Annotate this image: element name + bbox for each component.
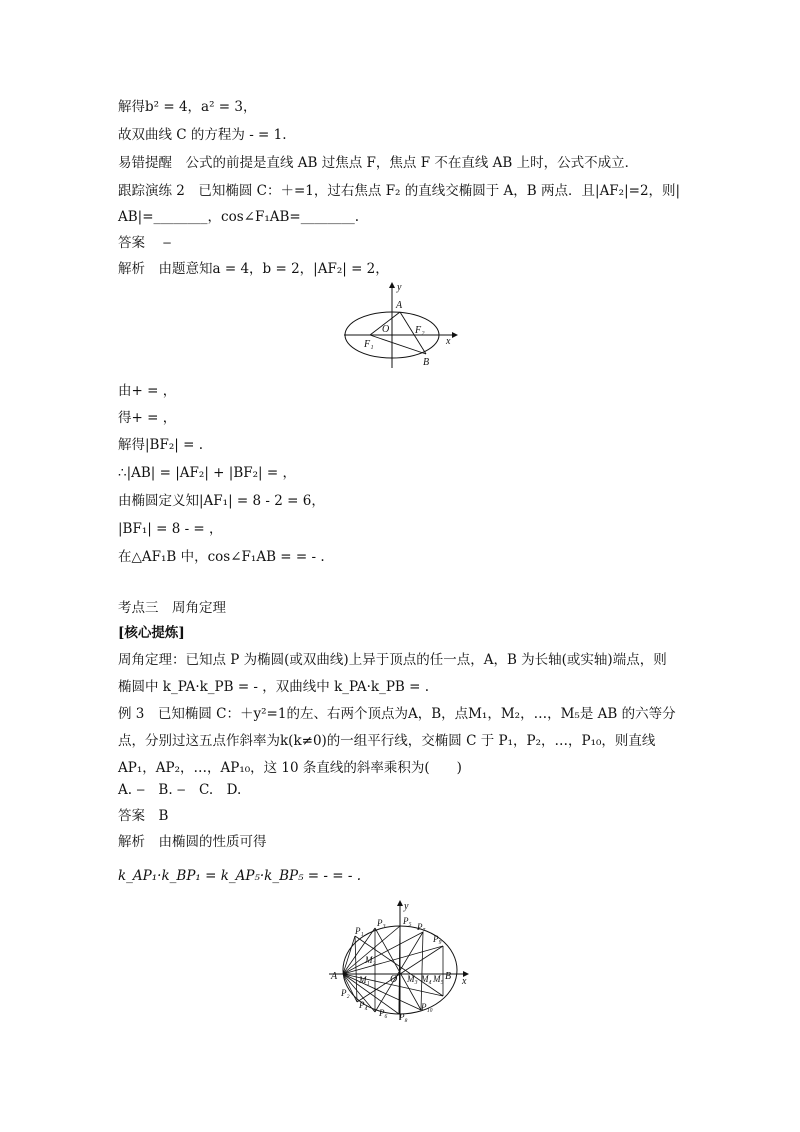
theorem-statement-cont: 椭圆中 k_PA·k_PB = - ，双曲线中 k_PA·k_PB = . xyxy=(118,679,430,695)
point-m1-label: M₁ xyxy=(359,975,370,985)
point-m5-label: M₅ xyxy=(433,974,444,984)
ellipse-focus-figure xyxy=(340,280,465,370)
axis-y-label: y xyxy=(397,282,402,293)
point-p3-label: P₃ xyxy=(377,918,386,928)
axis-x-label: x xyxy=(446,336,451,347)
point-a-label: A xyxy=(331,971,338,982)
text-line: 故双曲线 C 的方程为 - = 1. xyxy=(118,127,287,143)
analysis-line: 解析 由题意知a = 4，b = 2，|AF₂| = 2， xyxy=(118,261,389,277)
text-line: 得+ = ， xyxy=(118,410,177,426)
point-p5-label: P₅ xyxy=(403,916,412,926)
point-b-label: B xyxy=(445,971,452,982)
example-question-cont: AP₁，AP₂，…，AP₁₀，这 10 条直线的斜率乘积为( ) xyxy=(118,760,462,776)
text-line: 由+ = ， xyxy=(118,383,177,399)
point-m2-label: M₂ xyxy=(365,955,376,965)
point-p4-label: P₄ xyxy=(359,1000,368,1010)
point-p8-label: P₈ xyxy=(399,1012,408,1022)
example-question-cont: 点，分别过这五点作斜率为k(k≠0)的一组平行线，交椭圆 C 于 P₁，P₂，…，P₁₀，则直线 xyxy=(118,733,656,749)
origin-label: O xyxy=(382,324,390,335)
text-line: 解得|BF₂| = . xyxy=(118,437,203,453)
text-line: 解得b² = 4，a² = 3， xyxy=(118,99,257,115)
text-line: 由椭圆定义知|AF₁| = 8 - 2 = 6， xyxy=(118,493,325,509)
focus-f1-label: F₁ xyxy=(364,339,374,350)
point-b-label: B xyxy=(423,357,430,368)
text-line: |BF₁| = 8 - = ， xyxy=(118,521,223,537)
section-heading: 考点三 周角定理 xyxy=(118,600,226,616)
text-line: 在△AF₁B 中，cos∠F₁AB = = - . xyxy=(118,549,325,565)
error-reminder: 易错提醒 公式的前提是直线 AB 过焦点 F，焦点 F 不在直线 AB 上时，公式不成立． xyxy=(118,155,639,171)
practice-question: 跟踪演练 2 已知椭圆 C：＋=1，过右焦点 F₂ 的直线交椭圆于 A，B 两点．且|AF₂|=2，则| xyxy=(118,183,681,199)
point-m4-label: M₄ xyxy=(421,974,432,984)
slope-formula: k_AP₁·k_BP₁ = k_AP₅·k_BP₅ = - = - . xyxy=(118,868,362,884)
analysis-line: 解析 由椭圆的性质可得 xyxy=(118,834,267,850)
theorem-statement: 周角定理：已知点 P 为椭圆(或双曲线)上异于顶点的任一点，A，B 为长轴(或实轴)端点，则 xyxy=(118,652,667,668)
focus-f2-label: F₂ xyxy=(415,325,425,336)
answer-line: 答案 ‒ xyxy=(118,235,172,251)
axis-x-label: x xyxy=(462,976,467,987)
point-p9-label: P₉ xyxy=(433,934,442,944)
core-summary-heading: [核心提炼] xyxy=(118,625,185,641)
point-p10-label: P₁₀ xyxy=(421,1002,433,1012)
point-p6-label: P₆ xyxy=(379,1008,388,1018)
point-p2-label: P₂ xyxy=(341,988,350,998)
practice-question-cont: AB|=________，cos∠F₁AB=________. xyxy=(118,209,360,225)
answer-options: A. ‒ B. ‒ C. D. xyxy=(118,782,242,798)
text-line: ∴|AB| = |AF₂| + |BF₂| = ， xyxy=(118,465,296,481)
point-p1-label: P₁ xyxy=(355,926,364,936)
ellipse-chords-figure xyxy=(325,898,475,1023)
point-m3-label: M₃ xyxy=(407,974,418,984)
origin-label: O xyxy=(390,974,398,985)
axis-y-label: y xyxy=(404,901,409,912)
answer-line: 答案 B xyxy=(118,808,169,824)
point-a-label: A xyxy=(396,300,403,311)
example-question: 例 3 已知椭圆 C：＋y²=1的左、右两个顶点为A，B，点M₁，M₂，…，M₅是 AB 的六等分 xyxy=(118,706,676,722)
point-p7-label: P₇ xyxy=(417,922,426,932)
